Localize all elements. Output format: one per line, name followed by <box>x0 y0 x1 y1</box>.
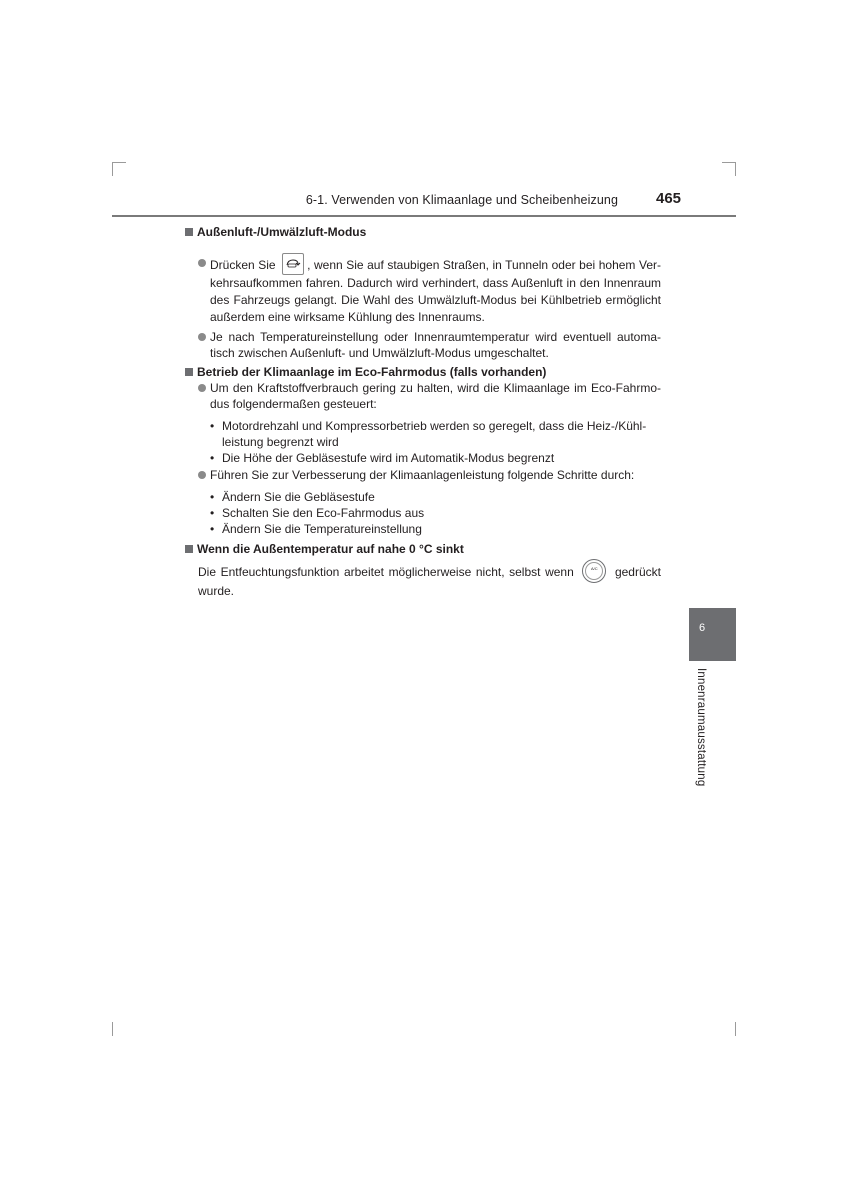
section-heading: Betrieb der Klimaanlage im Eco-Fahrmodus (falls vorhanden) <box>185 364 661 380</box>
recirculation-icon <box>282 253 304 275</box>
square-bullet-icon <box>185 545 193 553</box>
crop-mark-top-left-h <box>112 162 126 163</box>
sub-bullet-icon: • <box>210 451 215 465</box>
ac-button-icon: A/C <box>582 559 606 583</box>
sub-bullet-icon: • <box>210 419 215 433</box>
page-content <box>185 224 661 599</box>
square-bullet-icon <box>185 368 193 376</box>
crop-mark-bottom-left-v <box>112 1022 113 1036</box>
chapter-number: 6 <box>699 622 706 634</box>
square-bullet-icon <box>185 228 193 236</box>
sub-bullet-icon: • <box>210 522 215 536</box>
sub-list-item: • Motordrehzahl und Kompressorbetrieb werden so geregelt, dass die Heiz-/Kühlleistung begrenzt wird <box>210 419 647 449</box>
dot-bullet-icon <box>198 333 206 341</box>
list-item: Um den Kraftstoffverbrauch gering zu halten, wird die Klimaanlage im Eco-Fahrmodus folgendermaßen gesteuert: <box>185 380 661 412</box>
page-number: 465 <box>656 190 682 207</box>
dot-bullet-icon <box>198 259 206 267</box>
list-item: Drücken Sie , wenn Sie auf staubigen Straßen, in Tunneln oder bei hohem Verkehrsaufkommen fahren. Dadurch wird verhindert, dass Außenluft in den Innenraum des Fahrzeugs gelangt. Die Wahl des Umwälzluft-Modus bei Kühlbetrieb ermöglicht außerdem eine wirksame Kühlung des Innenraums. <box>185 253 661 326</box>
sub-list-item: • Ändern Sie die Temperatureinstellung <box>210 522 422 536</box>
list-item: Führen Sie zur Verbesserung der Klimaanlagenleistung folgende Schritte durch: <box>185 467 661 483</box>
sub-list-item: • Die Höhe der Gebläsestufe wird im Automatik-Modus begrenzt <box>210 451 555 465</box>
paragraph: Die Entfeuchtungsfunktion arbeitet möglicherweise nicht, selbst wenn A/C gedrückt wurde. <box>185 559 661 599</box>
crop-mark-top-right-h <box>722 162 736 163</box>
crop-mark-top-right-v <box>735 162 736 176</box>
running-header-title: 6-1. Verwenden von Klimaanlage und Scheibenheizung <box>305 193 618 207</box>
sub-list-item: • Ändern Sie die Gebläsestufe <box>210 490 375 504</box>
section-heading: Wenn die Außentemperatur auf nahe 0 °C sinkt <box>185 541 661 557</box>
dot-bullet-icon <box>198 471 206 479</box>
sub-bullet-icon: • <box>210 506 215 520</box>
dot-bullet-icon <box>198 384 206 392</box>
chapter-side-label: Innenraumausstattung <box>695 668 707 787</box>
section-heading: Außenluft-/Umwälzluft-Modus <box>185 224 661 240</box>
crop-mark-top-left-v <box>112 162 113 176</box>
sub-list-item: • Schalten Sie den Eco-Fahrmodus aus <box>210 506 425 520</box>
chapter-tab <box>689 608 736 661</box>
crop-mark-bottom-right-v <box>735 1022 736 1036</box>
header-rule <box>112 215 736 217</box>
sub-bullet-icon: • <box>210 490 215 504</box>
list-item: Je nach Temperatureinstellung oder Innenraumtemperatur wird eventuell automatisch zwischen Außenluft- und Umwälzluft-Modus umgeschaltet. <box>185 329 661 361</box>
